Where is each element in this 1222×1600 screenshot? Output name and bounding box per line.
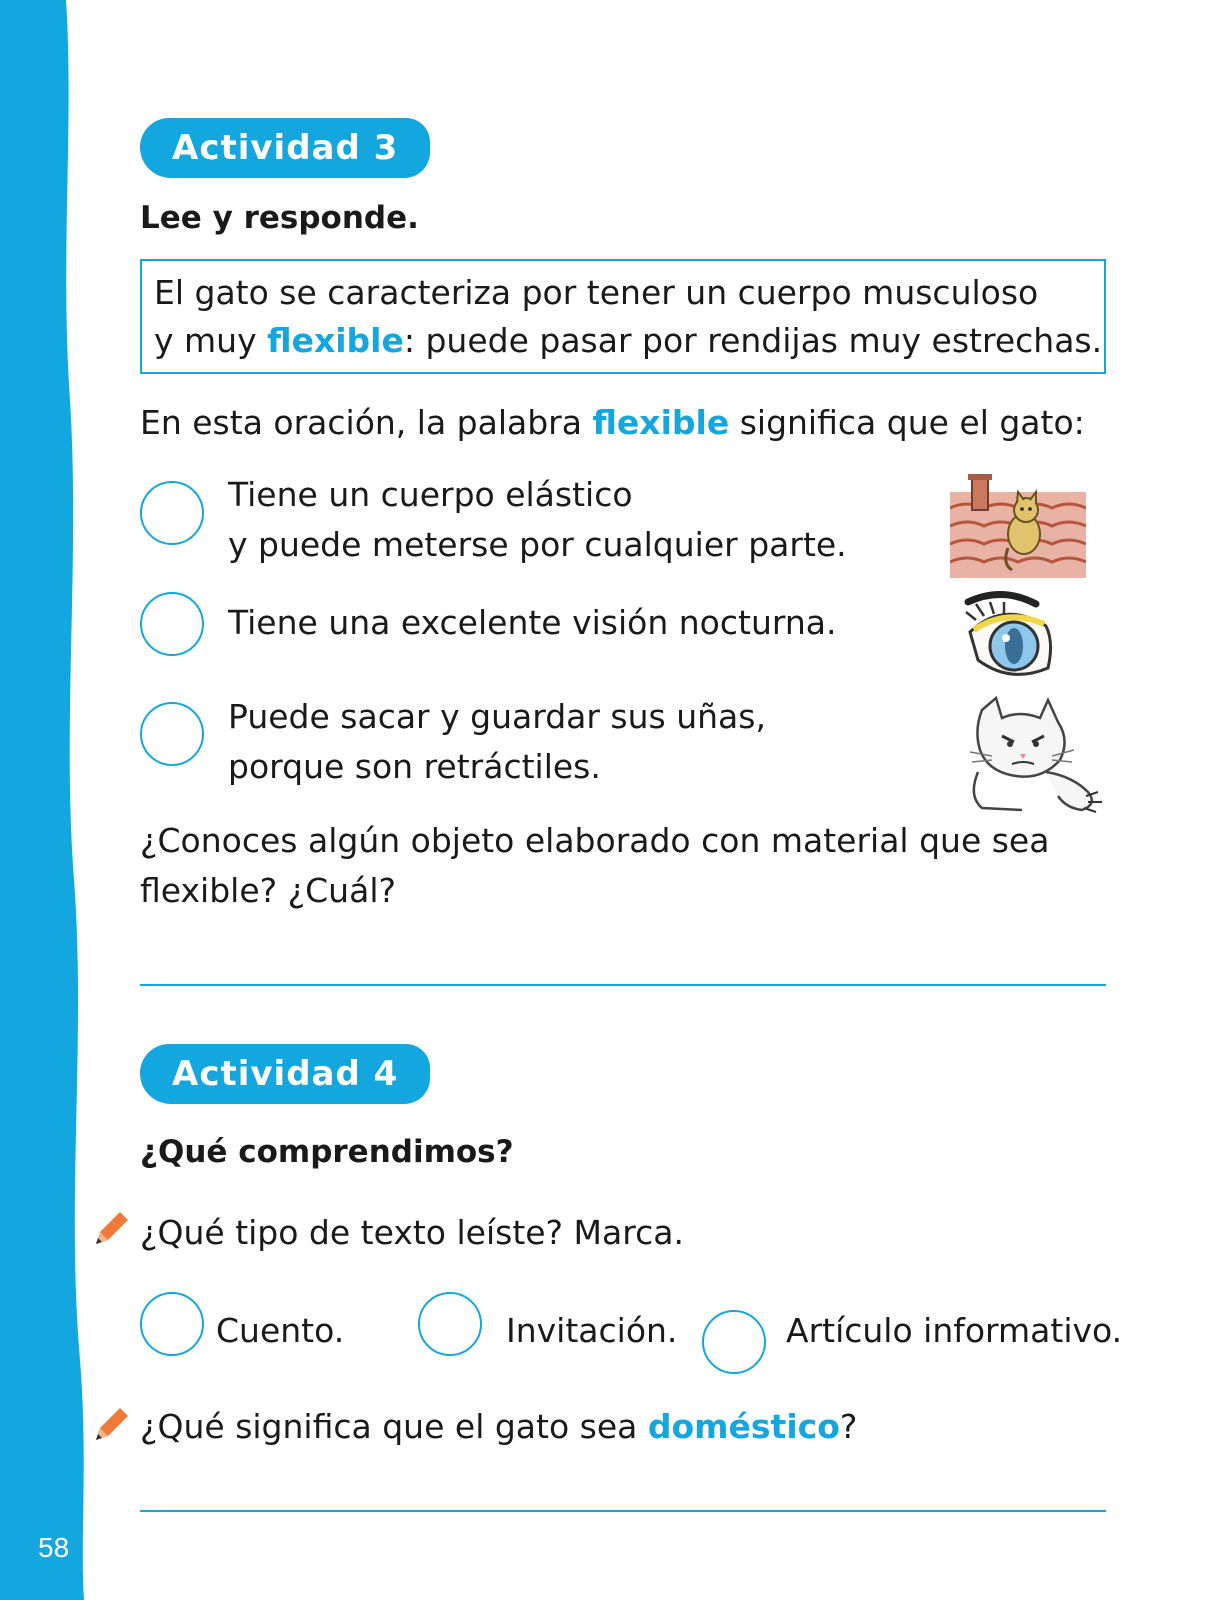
cat-on-roof-icon — [950, 474, 1086, 578]
option-articulo-label: Artículo informativo. — [786, 1311, 1123, 1350]
highlight-flexible: flexible — [267, 321, 404, 360]
option-invitacion-radio[interactable] — [418, 1292, 482, 1356]
highlight-domestico: doméstico — [647, 1407, 840, 1446]
option-1-line-2: y puede meterse por cualquier parte. — [228, 525, 847, 564]
option-2-line-1: Tiene una excelente visión nocturna. — [228, 603, 837, 642]
open-question-line-2: flexible? ¿Cuál? — [140, 871, 397, 910]
option-cuento-radio[interactable] — [140, 1292, 204, 1356]
cat-eye-icon — [962, 590, 1062, 682]
option-1-line-1: Tiene un cuerpo elástico — [228, 475, 633, 514]
option-3-radio[interactable] — [140, 702, 204, 766]
option-2-radio[interactable] — [140, 592, 204, 656]
option-articulo-radio[interactable] — [702, 1310, 766, 1374]
answer-line-2[interactable] — [140, 1510, 1106, 1512]
question-flexible: En esta oración, la palabra flexible significa que el gato: — [140, 403, 1085, 442]
activity-3-badge: Actividad 3 — [140, 118, 430, 178]
page-number: 58 — [38, 1532, 70, 1563]
pencil-icon — [90, 1406, 130, 1446]
activity-3-instruction: Lee y responde. — [140, 200, 419, 236]
left-margin-band — [0, 0, 95, 1600]
option-1-radio[interactable] — [140, 481, 204, 545]
pencil-icon — [90, 1210, 130, 1250]
option-cuento-label: Cuento. — [216, 1311, 345, 1350]
activity-4-badge: Actividad 4 — [140, 1044, 430, 1104]
question-text-type: ¿Qué tipo de texto leíste? Marca. — [140, 1213, 684, 1252]
open-question-line-1: ¿Conoces algún objeto elaborado con material que sea — [140, 821, 1050, 860]
highlight-flexible-question: flexible — [592, 403, 730, 442]
passage-line-1: El gato se caracteriza por tener un cuerpo musculoso — [154, 273, 1039, 312]
option-3-line-1: Puede sacar y guardar sus uñas, — [228, 697, 766, 736]
option-invitacion-label: Invitación. — [506, 1311, 678, 1350]
answer-line-1[interactable] — [140, 984, 1106, 986]
option-3-line-2: porque son retráctiles. — [228, 747, 601, 786]
cat-claws-icon — [962, 696, 1106, 814]
activity-4-heading: ¿Qué comprendimos? — [140, 1134, 514, 1170]
question-domestico: ¿Qué significa que el gato sea doméstico? — [140, 1407, 858, 1446]
passage-line-2: y muy flexible: puede pasar por rendijas muy estrechas. — [154, 321, 1103, 360]
